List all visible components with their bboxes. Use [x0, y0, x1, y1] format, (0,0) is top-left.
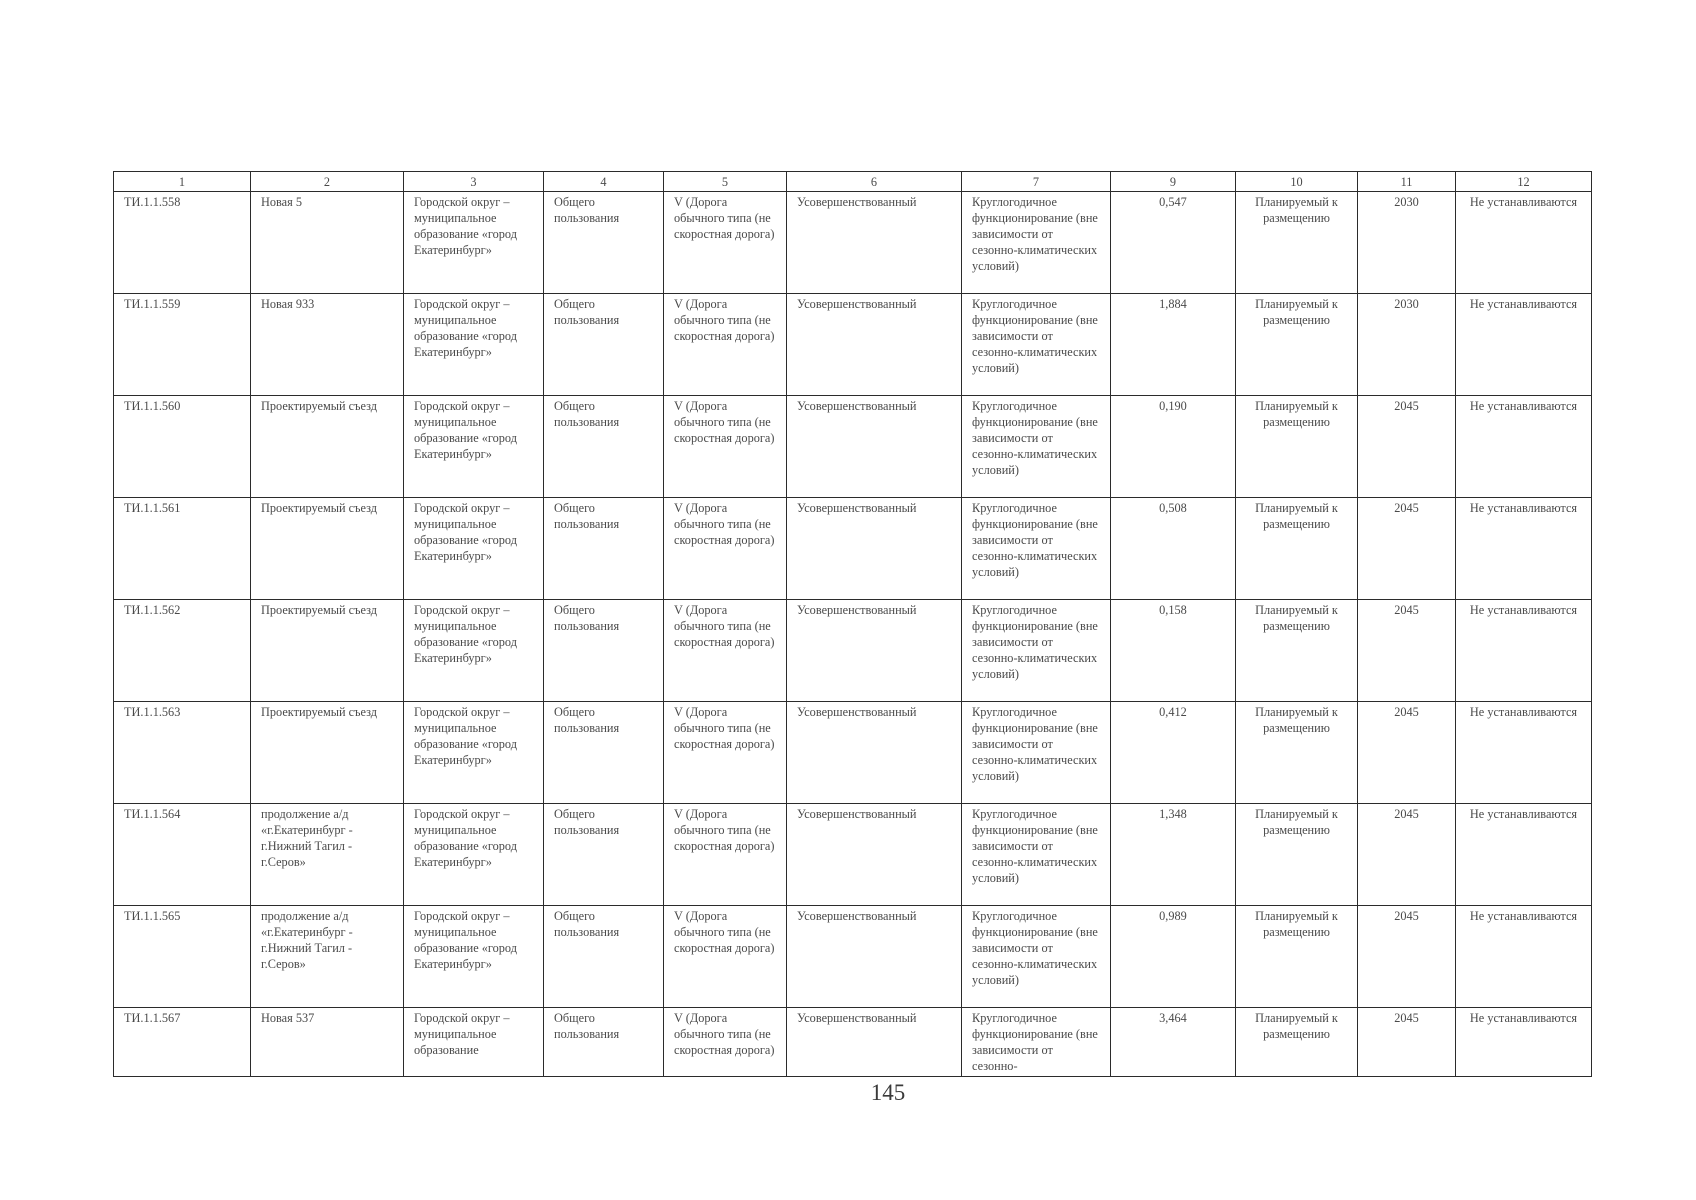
cell-length: 1,884	[1111, 294, 1236, 396]
cell-object-id: ТИ.1.1.565	[114, 906, 251, 1008]
cell-road-category: V (Дорога обычного типа (не скоростная дорога)	[664, 906, 787, 1008]
table-body	[114, 192, 1592, 1077]
column-header: 5	[664, 172, 787, 192]
cell-zones: Не устанавливаются	[1456, 294, 1592, 396]
cell-object-id: ТИ.1.1.558	[114, 192, 251, 294]
column-header: 2	[251, 172, 404, 192]
cell-zones: Не устанавливаются	[1456, 498, 1592, 600]
cell-status: Планируемый к размещению	[1236, 804, 1358, 906]
cell-operation-mode: Круглогодичное функционирование (вне зависимости от сезонно-	[962, 1008, 1111, 1077]
cell-usage: Общего пользования	[544, 600, 664, 702]
column-header: 9	[1111, 172, 1236, 192]
cell-surface-type: Усовершенствованный	[787, 396, 962, 498]
table-row	[114, 498, 1592, 600]
cell-municipality: Городской округ – муниципальное образование «город Екатеринбург»	[404, 192, 544, 294]
column-header: 12	[1456, 172, 1592, 192]
cell-usage: Общего пользования	[544, 804, 664, 906]
cell-road-category: V (Дорога обычного типа (не скоростная дорога)	[664, 600, 787, 702]
cell-municipality: Городской округ – муниципальное образование «город Екатеринбург»	[404, 498, 544, 600]
cell-road-category: V (Дорога обычного типа (не скоростная дорога)	[664, 1008, 787, 1077]
cell-operation-mode: Круглогодичное функционирование (вне зависимости от сезонно-климатических условий)	[962, 906, 1111, 1008]
cell-surface-type: Усовершенствованный	[787, 1008, 962, 1077]
cell-status: Планируемый к размещению	[1236, 1008, 1358, 1077]
table-header-row	[114, 172, 1592, 192]
cell-road-name: Новая 933	[251, 294, 404, 396]
cell-length: 0,989	[1111, 906, 1236, 1008]
cell-length: 3,464	[1111, 1008, 1236, 1077]
cell-usage: Общего пользования	[544, 294, 664, 396]
cell-operation-mode: Круглогодичное функционирование (вне зависимости от сезонно-климатических условий)	[962, 702, 1111, 804]
column-header: 11	[1358, 172, 1456, 192]
cell-zones: Не устанавливаются	[1456, 804, 1592, 906]
road-objects-table	[113, 171, 1592, 1077]
cell-status: Планируемый к размещению	[1236, 396, 1358, 498]
cell-usage: Общего пользования	[544, 498, 664, 600]
cell-status: Планируемый к размещению	[1236, 192, 1358, 294]
cell-road-name: Проектируемый съезд	[251, 498, 404, 600]
cell-surface-type: Усовершенствованный	[787, 600, 962, 702]
cell-surface-type: Усовершенствованный	[787, 906, 962, 1008]
cell-year: 2045	[1358, 804, 1456, 906]
cell-municipality: Городской округ – муниципальное образование	[404, 1008, 544, 1077]
cell-road-name: Новая 5	[251, 192, 404, 294]
cell-road-name: продолжение а/д «г.Екатеринбург - г.Нижний Тагил - г.Серов»	[251, 804, 404, 906]
cell-zones: Не устанавливаются	[1456, 906, 1592, 1008]
cell-municipality: Городской округ – муниципальное образование «город Екатеринбург»	[404, 804, 544, 906]
cell-road-category: V (Дорога обычного типа (не скоростная дорога)	[664, 396, 787, 498]
cell-length: 0,508	[1111, 498, 1236, 600]
page-number: 145	[870, 1080, 906, 1105]
cell-object-id: ТИ.1.1.560	[114, 396, 251, 498]
cell-surface-type: Усовершенствованный	[787, 702, 962, 804]
cell-municipality: Городской округ – муниципальное образование «город Екатеринбург»	[404, 396, 544, 498]
cell-object-id: ТИ.1.1.562	[114, 600, 251, 702]
cell-road-category: V (Дорога обычного типа (не скоростная дорога)	[664, 702, 787, 804]
cell-operation-mode: Круглогодичное функционирование (вне зависимости от сезонно-климатических условий)	[962, 498, 1111, 600]
column-header: 10	[1236, 172, 1358, 192]
column-header: 1	[114, 172, 251, 192]
cell-year: 2045	[1358, 498, 1456, 600]
cell-operation-mode: Круглогодичное функционирование (вне зависимости от сезонно-климатических условий)	[962, 294, 1111, 396]
cell-zones: Не устанавливаются	[1456, 396, 1592, 498]
cell-zones: Не устанавливаются	[1456, 600, 1592, 702]
column-header: 6	[787, 172, 962, 192]
cell-usage: Общего пользования	[544, 1008, 664, 1077]
table-row	[114, 804, 1592, 906]
cell-surface-type: Усовершенствованный	[787, 192, 962, 294]
cell-year: 2045	[1358, 600, 1456, 702]
cell-road-name: Проектируемый съезд	[251, 702, 404, 804]
cell-zones: Не устанавливаются	[1456, 1008, 1592, 1077]
cell-municipality: Городской округ – муниципальное образование «город Екатеринбург»	[404, 600, 544, 702]
cell-surface-type: Усовершенствованный	[787, 498, 962, 600]
cell-object-id: ТИ.1.1.559	[114, 294, 251, 396]
cell-object-id: ТИ.1.1.563	[114, 702, 251, 804]
cell-municipality: Городской округ – муниципальное образование «город Екатеринбург»	[404, 294, 544, 396]
table-row	[114, 600, 1592, 702]
table-row	[114, 294, 1592, 396]
cell-status: Планируемый к размещению	[1236, 294, 1358, 396]
cell-status: Планируемый к размещению	[1236, 600, 1358, 702]
cell-road-name: Новая 537	[251, 1008, 404, 1077]
cell-operation-mode: Круглогодичное функционирование (вне зависимости от сезонно-климатических условий)	[962, 396, 1111, 498]
cell-road-category: V (Дорога обычного типа (не скоростная дорога)	[664, 498, 787, 600]
table-row	[114, 396, 1592, 498]
cell-object-id: ТИ.1.1.564	[114, 804, 251, 906]
cell-operation-mode: Круглогодичное функционирование (вне зависимости от сезонно-климатических условий)	[962, 192, 1111, 294]
cell-year: 2045	[1358, 396, 1456, 498]
cell-length: 1,348	[1111, 804, 1236, 906]
cell-length: 0,158	[1111, 600, 1236, 702]
column-header: 3	[404, 172, 544, 192]
cell-object-id: ТИ.1.1.567	[114, 1008, 251, 1077]
table-row	[114, 906, 1592, 1008]
column-header: 4	[544, 172, 664, 192]
cell-status: Планируемый к размещению	[1236, 702, 1358, 804]
cell-usage: Общего пользования	[544, 192, 664, 294]
cell-operation-mode: Круглогодичное функционирование (вне зависимости от сезонно-климатических условий)	[962, 804, 1111, 906]
cell-status: Планируемый к размещению	[1236, 498, 1358, 600]
cell-municipality: Городской округ – муниципальное образование «город Екатеринбург»	[404, 702, 544, 804]
cell-length: 0,547	[1111, 192, 1236, 294]
cell-usage: Общего пользования	[544, 396, 664, 498]
cell-usage: Общего пользования	[544, 702, 664, 804]
cell-year: 2045	[1358, 906, 1456, 1008]
cell-length: 0,190	[1111, 396, 1236, 498]
cell-road-category: V (Дорога обычного типа (не скоростная дорога)	[664, 192, 787, 294]
table-row	[114, 702, 1592, 804]
column-header: 7	[962, 172, 1111, 192]
cell-status: Планируемый к размещению	[1236, 906, 1358, 1008]
cell-municipality: Городской округ – муниципальное образование «город Екатеринбург»	[404, 906, 544, 1008]
cell-year: 2045	[1358, 1008, 1456, 1077]
cell-zones: Не устанавливаются	[1456, 192, 1592, 294]
cell-surface-type: Усовершенствованный	[787, 294, 962, 396]
cell-road-name: Проектируемый съезд	[251, 600, 404, 702]
cell-length: 0,412	[1111, 702, 1236, 804]
cell-surface-type: Усовершенствованный	[787, 804, 962, 906]
cell-year: 2045	[1358, 702, 1456, 804]
cell-year: 2030	[1358, 192, 1456, 294]
cell-road-category: V (Дорога обычного типа (не скоростная дорога)	[664, 294, 787, 396]
table-row	[114, 192, 1592, 294]
cell-zones: Не устанавливаются	[1456, 702, 1592, 804]
cell-road-category: V (Дорога обычного типа (не скоростная дорога)	[664, 804, 787, 906]
table-row	[114, 1008, 1592, 1077]
cell-object-id: ТИ.1.1.561	[114, 498, 251, 600]
cell-operation-mode: Круглогодичное функционирование (вне зависимости от сезонно-климатических условий)	[962, 600, 1111, 702]
cell-year: 2030	[1358, 294, 1456, 396]
cell-road-name: продолжение а/д «г.Екатеринбург - г.Нижний Тагил - г.Серов»	[251, 906, 404, 1008]
cell-usage: Общего пользования	[544, 906, 664, 1008]
cell-road-name: Проектируемый съезд	[251, 396, 404, 498]
